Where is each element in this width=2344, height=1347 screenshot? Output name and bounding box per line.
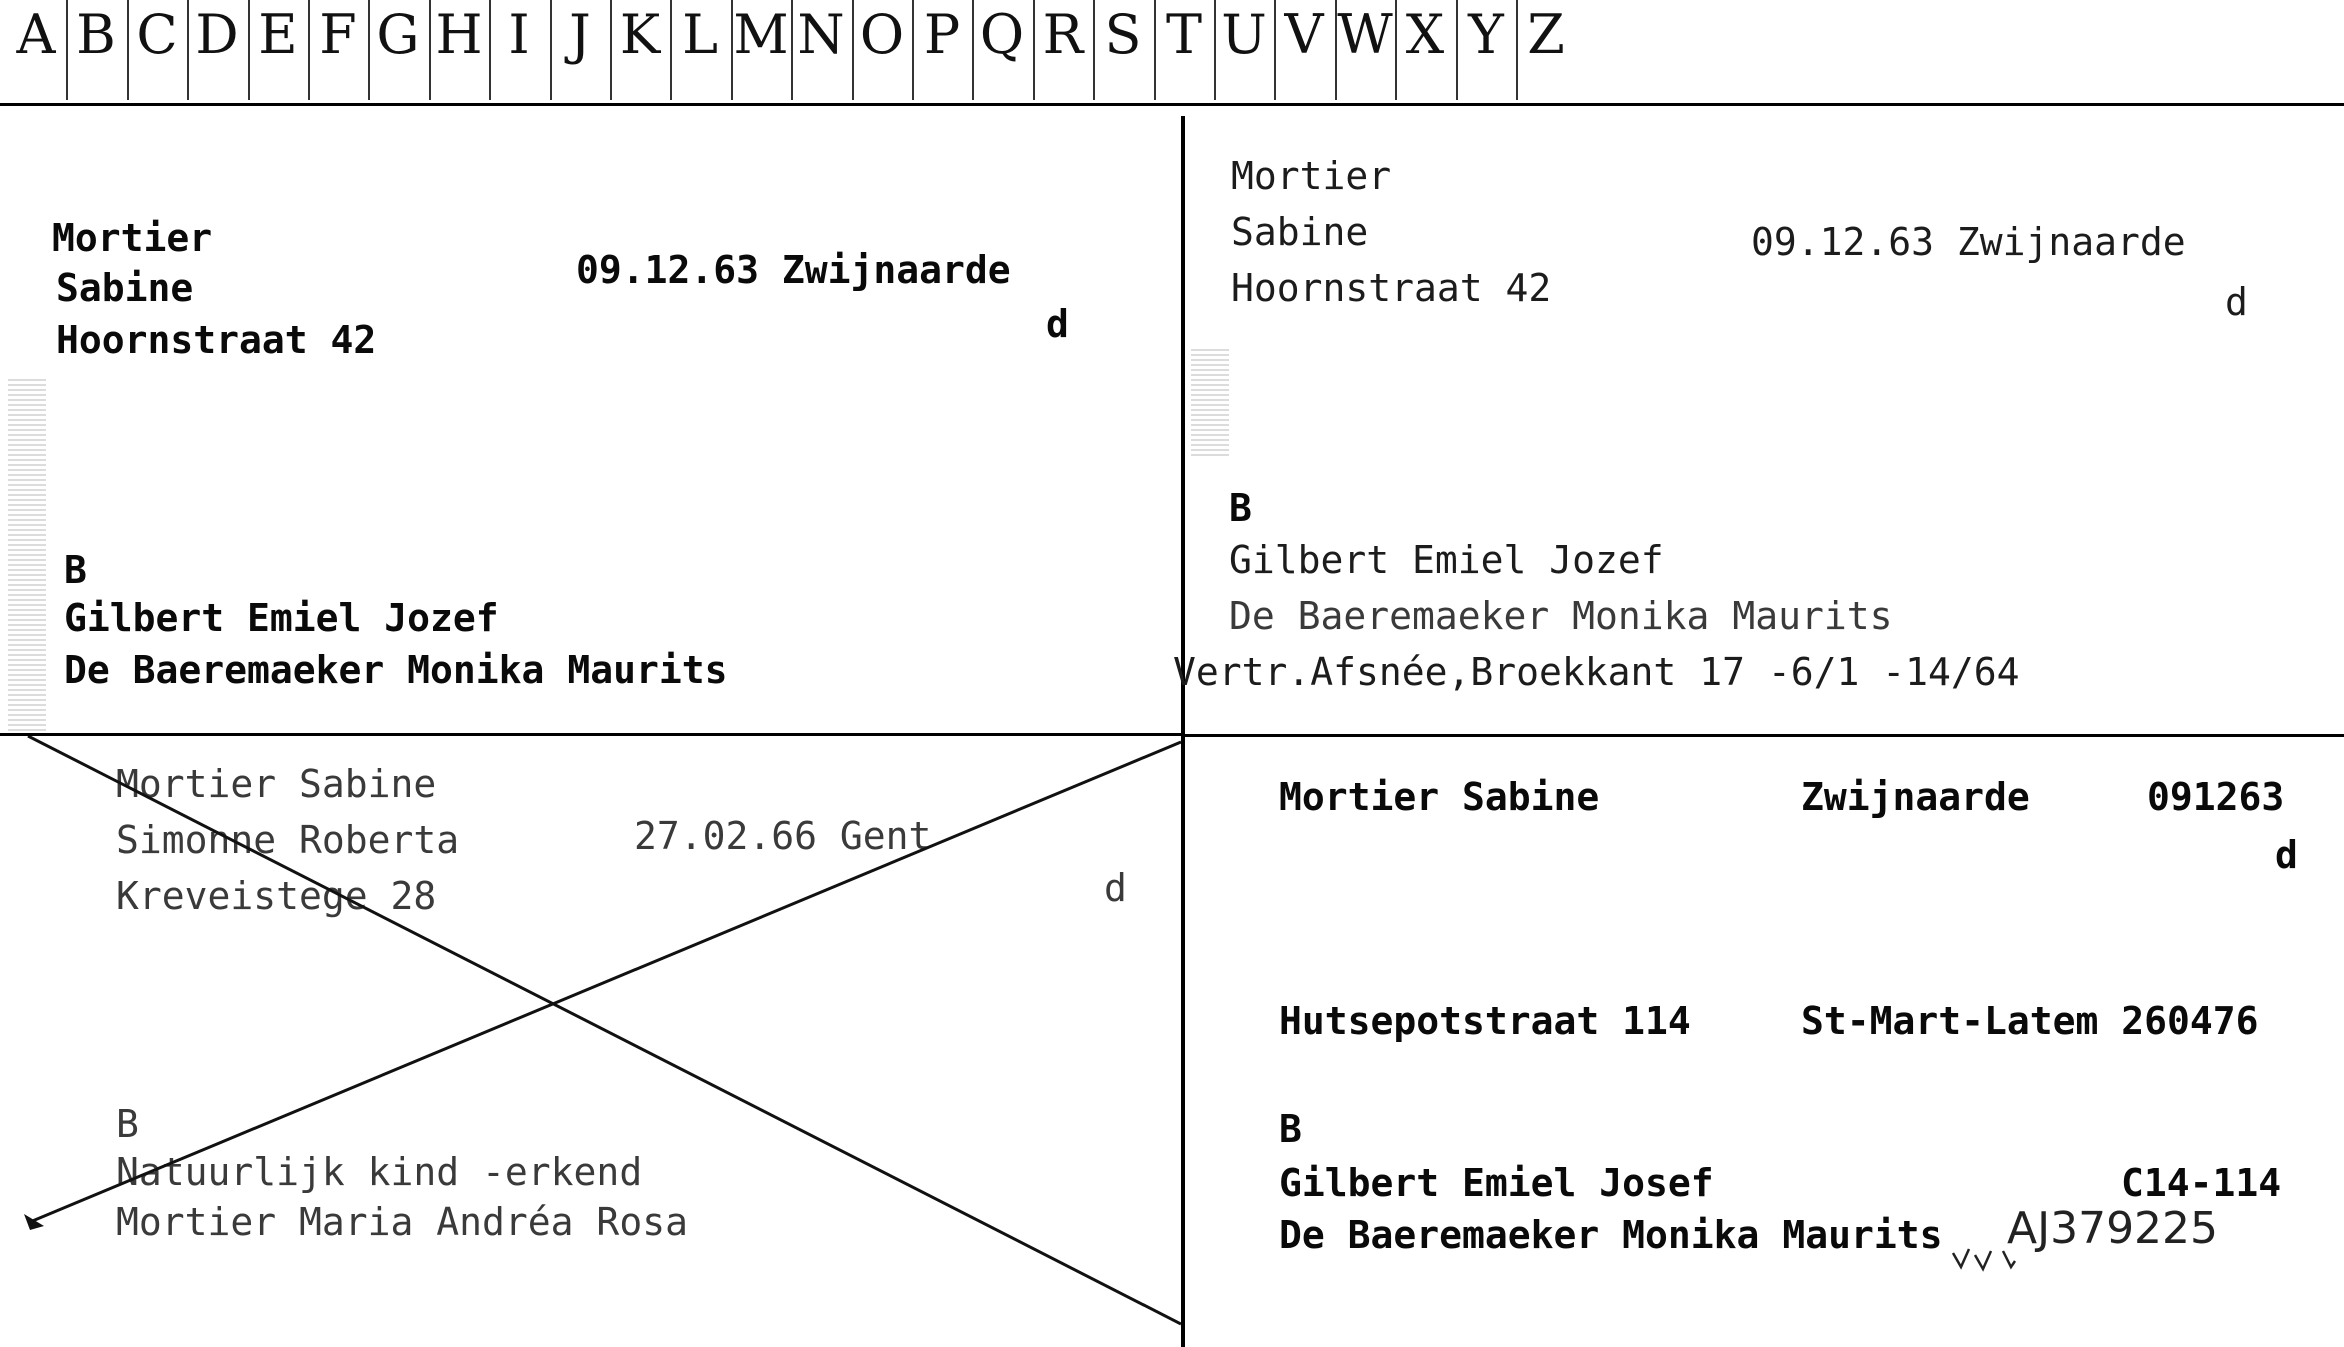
- card-section: B: [1229, 486, 1252, 530]
- alphabet-letter-t: T: [1165, 3, 1203, 66]
- alphabet-letter-b: B: [76, 3, 116, 66]
- alphabet-letter-p: P: [923, 3, 961, 66]
- card-other-names: Simonne Roberta: [116, 818, 460, 862]
- alphabet-separator: [1395, 0, 1397, 100]
- alphabet-separator: [791, 0, 793, 100]
- scan-speckle: [8, 376, 46, 736]
- card-mother: De Baeremaeker Monika Maurits: [64, 648, 728, 692]
- alphabet-letter-u: U: [1221, 3, 1267, 66]
- card-birth-date-place: 27.02.66 Gent: [634, 814, 932, 858]
- alphabet-letter-w: W: [1337, 3, 1393, 66]
- alphabet-separator: [852, 0, 854, 100]
- alphabet-separator: [248, 0, 250, 100]
- card-first-name: Sabine: [1231, 210, 1369, 254]
- alphabet-separator: [187, 0, 189, 100]
- card-handwritten-id: AJ379225: [2007, 1203, 2219, 1254]
- alphabet-letter-l: L: [682, 3, 718, 66]
- alphabet-separator: [1274, 0, 1276, 100]
- card-father: Gilbert Emiel Jozef: [64, 596, 499, 640]
- card-new-place-date: St-Mart-Latem 260476: [1801, 999, 2259, 1043]
- card-marker: d: [2225, 280, 2248, 324]
- alphabet-separator: [489, 0, 491, 100]
- alphabet-separator: [368, 0, 370, 100]
- card-address: Kreveistege 28: [116, 874, 437, 918]
- alphabet-letter-i: I: [508, 3, 530, 66]
- card-name: Mortier Sabine: [1279, 775, 1600, 819]
- alphabet-letter-q: Q: [979, 3, 1025, 66]
- registry-card-top-left: [0, 106, 1181, 733]
- card-section: B: [64, 548, 87, 592]
- alphabet-separator: [1516, 0, 1518, 100]
- card-address: Hoornstraat 42: [56, 318, 377, 362]
- alphabet-separator: [550, 0, 552, 100]
- card-section: B: [116, 1102, 139, 1146]
- registry-card-bottom-right: [1185, 737, 2344, 1347]
- alphabet-letter-k: K: [619, 3, 661, 66]
- alphabet-separator: [66, 0, 68, 100]
- alphabet-letter-x: X: [1405, 3, 1445, 66]
- card-name: Mortier Sabine: [116, 762, 437, 806]
- card-departure-note: Vertr.Afsnée,Broekkant 17 -6/1 -14/64: [1173, 650, 2020, 694]
- alphabet-letter-m: M: [733, 3, 789, 66]
- card-marker: d: [1104, 866, 1127, 910]
- alphabet-separator: [127, 0, 129, 100]
- alphabet-separator: [1456, 0, 1458, 100]
- alphabet-letter-v: V: [1284, 3, 1324, 66]
- alphabet-letter-s: S: [1104, 3, 1142, 66]
- card-address: Hutsepotstraat 114: [1279, 999, 1691, 1043]
- alphabet-letter-a: A: [16, 3, 56, 66]
- alphabet-separator: [1154, 0, 1156, 100]
- alphabet-letter-j: J: [569, 3, 591, 66]
- alphabet-letter-g: G: [376, 3, 420, 66]
- card-marker: d: [1046, 302, 1069, 346]
- alphabet-separator: [610, 0, 612, 100]
- card-birth-date-place: 09.12.63 Zwijnaarde: [576, 248, 1011, 292]
- alphabet-separator: [1214, 0, 1216, 100]
- alphabet-letter-f: F: [319, 3, 357, 66]
- cancellation-cross-mark: [0, 736, 1181, 1347]
- alphabet-letter-e: E: [258, 3, 298, 66]
- card-marker: d: [2275, 833, 2298, 877]
- card-mother: De Baeremaeker Monika Maurits: [1279, 1213, 1943, 1257]
- alphabet-letter-r: R: [1042, 3, 1084, 66]
- alphabet-letter-n: N: [797, 3, 845, 66]
- alphabet-letter-z: Z: [1527, 3, 1565, 66]
- alphabet-letter-h: H: [435, 3, 483, 66]
- card-mother: Mortier Maria Andréa Rosa: [116, 1200, 688, 1244]
- check-marks-icon: [1945, 1241, 2045, 1281]
- card-father: Gilbert Emiel Josef: [1279, 1161, 1714, 1205]
- card-birth-date-place: 09.12.63 Zwijnaarde: [1751, 220, 2186, 264]
- alphabet-separator: [731, 0, 733, 100]
- alphabet-separator: [429, 0, 431, 100]
- alphabet-letter-d: D: [195, 3, 239, 66]
- card-surname: Mortier: [52, 216, 213, 260]
- alphabet-letter-o: O: [859, 3, 905, 66]
- alphabet-separator: [1335, 0, 1337, 100]
- alphabet-index-strip: [0, 0, 2344, 106]
- alphabet-separator: [670, 0, 672, 100]
- card-birth-date-code: 091263: [2147, 775, 2285, 819]
- card-mother: De Baeremaeker Monika Maurits: [1229, 594, 1893, 638]
- alphabet-separator: [1033, 0, 1035, 100]
- alphabet-separator: [308, 0, 310, 100]
- card-address: Hoornstraat 42: [1231, 266, 1552, 310]
- card-birth-place: Zwijnaarde: [1801, 775, 2030, 819]
- card-relation: Natuurlijk kind -erkend: [116, 1150, 643, 1194]
- alphabet-separator: [912, 0, 914, 100]
- alphabet-separator: [1093, 0, 1095, 100]
- registry-card-top-right: [1173, 106, 2344, 734]
- card-father: Gilbert Emiel Jozef: [1229, 538, 1664, 582]
- alphabet-separator: [972, 0, 974, 100]
- card-surname: Mortier: [1231, 154, 1392, 198]
- card-reference-code: C14-114: [2121, 1161, 2282, 1205]
- card-section: B: [1279, 1107, 1302, 1151]
- scan-speckle: [1191, 346, 1229, 456]
- alphabet-letter-y: Y: [1468, 3, 1504, 66]
- card-first-name: Sabine: [56, 266, 194, 310]
- alphabet-letter-c: C: [136, 3, 178, 66]
